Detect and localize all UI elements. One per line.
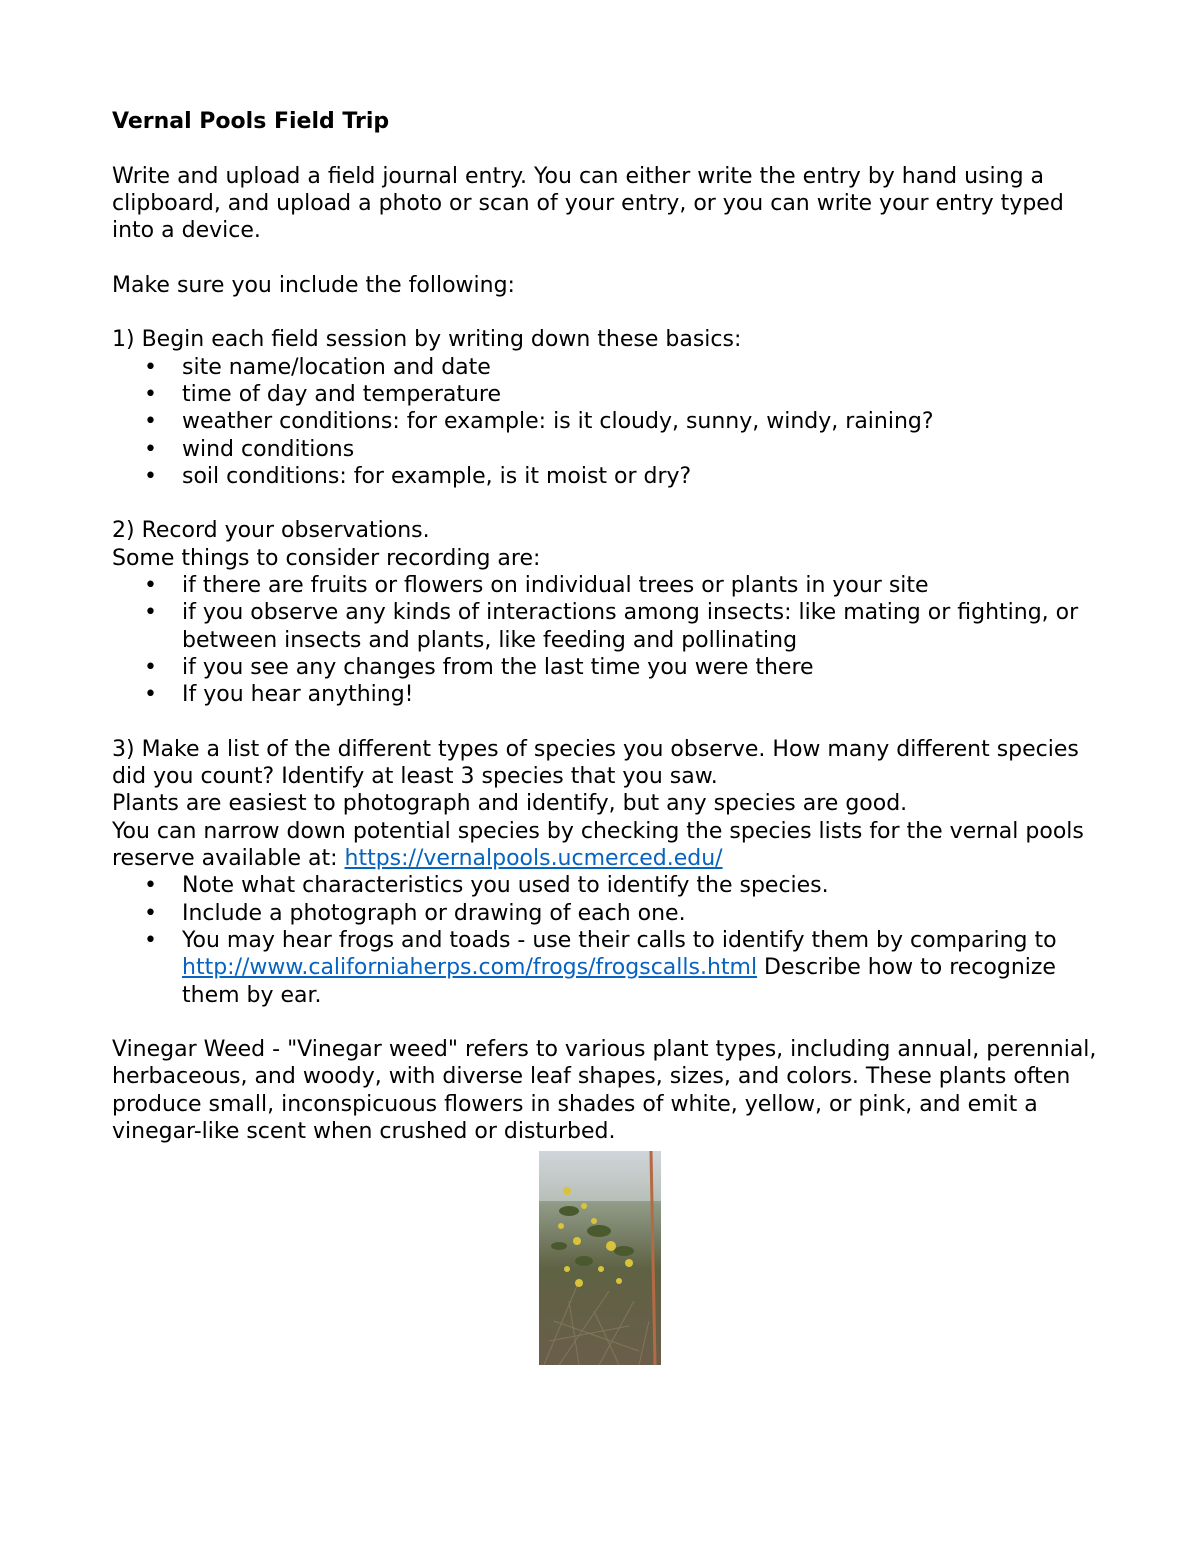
make-sure-text: Make sure you include the following:: [112, 272, 515, 298]
list-item: • if you observe any kinds of interactions among insects: like mating or fighting, or between insects and plants, like feeding and pollinating: [144, 600, 1079, 653]
bullet-icon: •: [144, 381, 157, 407]
vinegar-weed-photo: [539, 1151, 661, 1365]
section3-line3: You can narrow down potential species by checking the species lists for the vernal pools reserve available at: https://vernalpools.ucmerced.edu/: [112, 818, 1084, 872]
section3-heading: 3) Make a list of the different types of species you observe. How many different species did you count? Identify at least 3 species that you saw.: [112, 736, 1079, 790]
list-item: • weather conditions: for example: is it cloudy, sunny, windy, raining?: [144, 409, 934, 435]
bullet-icon: •: [144, 927, 157, 953]
bullet-icon: •: [144, 900, 157, 926]
bullet-icon: •: [144, 873, 157, 899]
section1-list: [112, 354, 1102, 490]
intro-paragraph: Write and upload a field journal entry. You can either write the entry by hand using a clipboard, and upload a photo or scan of your entry, or you can write your entry typed into a device.: [112, 163, 1064, 244]
section1-heading: 1) Begin each field session by writing down these basics:: [112, 327, 742, 353]
list-item: • wind conditions: [144, 436, 355, 462]
list-item: • Note what characteristics you used to identify the species.: [144, 873, 829, 899]
section3-line2: Plants are easiest to photograph and identify, but any species are good.: [112, 791, 908, 817]
section3-list: [112, 872, 1102, 1008]
bullet-icon: •: [144, 354, 157, 380]
list-item: • You may hear frogs and toads - use their calls to identify them by comparing to http://www.californiaherps.com/frogs/frogscalls.html Describe how to recognize them by ear.: [144, 927, 1057, 1008]
bullet-icon: •: [144, 654, 157, 680]
document-page: [112, 108, 1102, 1145]
list-item: • if you see any changes from the last time you were there: [144, 654, 814, 680]
bullet-icon: •: [144, 463, 157, 489]
section2-subheading: Some things to consider recording are:: [112, 545, 541, 571]
bullet-icon: •: [144, 600, 157, 626]
bullet-icon: •: [144, 682, 157, 708]
vinegar-weed-paragraph: Vinegar Weed - "Vinegar weed" refers to various plant types, including annual, perennial, herbaceous, and woody, with diverse leaf shapes, sizes, and colors. These plants often produce small, inconspicuous flowers in shades of white, yellow, or pink, and emit a vinegar-like scent when crushed or disturbed.: [112, 1037, 1097, 1144]
document-title: Vernal Pools Field Trip: [112, 109, 390, 134]
californiaherps-link[interactable]: http://www.californiaherps.com/frogs/frogscalls.html: [182, 955, 758, 981]
bullet-icon: •: [144, 436, 157, 462]
list-item: • time of day and temperature: [144, 381, 502, 407]
section2-heading: 2) Record your observations.: [112, 518, 430, 544]
vernalpools-link[interactable]: https://vernalpools.ucmerced.edu/: [344, 846, 723, 872]
list-item: • Include a photograph or drawing of each one.: [144, 900, 686, 926]
bullet-icon: •: [144, 573, 157, 599]
list-item: • If you hear anything!: [144, 682, 414, 708]
list-item: • if there are fruits or flowers on individual trees or plants in your site: [144, 573, 929, 599]
bullet-icon: •: [144, 409, 157, 435]
list-item: • soil conditions: for example, is it moist or dry?: [144, 463, 692, 489]
section2-list: [112, 572, 1102, 708]
list-item: • site name/location and date: [144, 354, 491, 380]
